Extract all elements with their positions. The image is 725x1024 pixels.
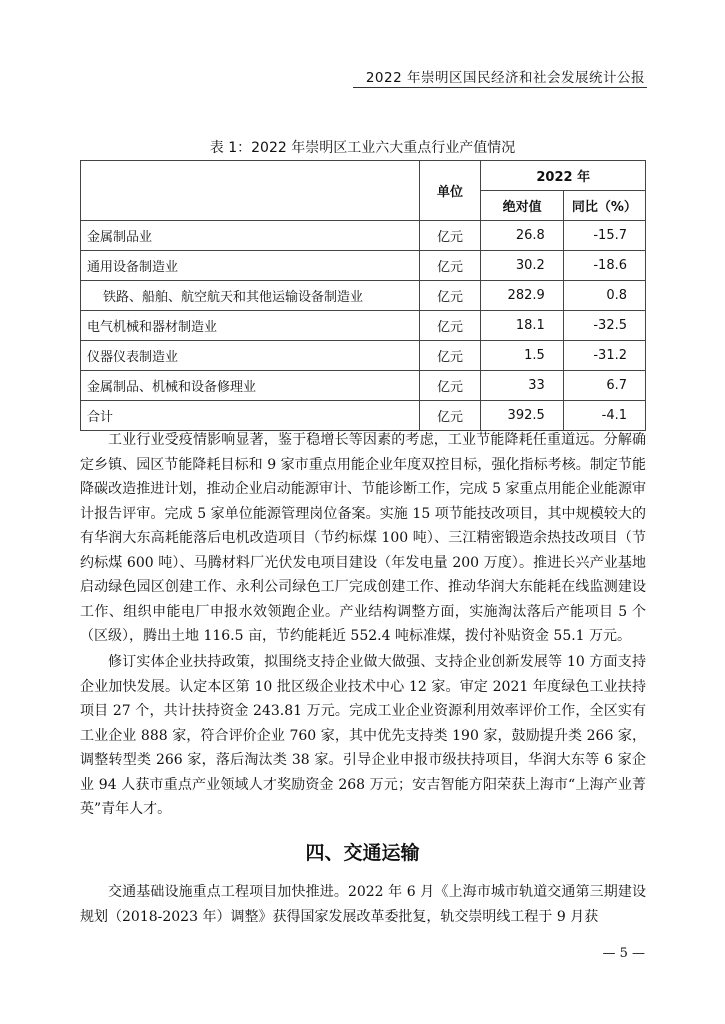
table-header-yoy: 同比（%） (563, 191, 645, 221)
table-row (81, 311, 646, 341)
row-name: 合计 (81, 401, 420, 431)
table-header-year: 2022 年 (481, 161, 646, 191)
row-yoy: -15.7 (563, 221, 645, 251)
section-heading-transport: 四、交通运输 (305, 842, 420, 864)
row-unit: 亿元 (419, 311, 481, 341)
row-yoy: -18.6 (563, 251, 645, 281)
row-name: 金属制品、机械和设备修理业 (81, 371, 420, 401)
row-name: 仪器仪表制造业 (81, 341, 420, 371)
table-row (81, 281, 646, 311)
table-row (81, 221, 646, 251)
paragraph-energy-saving: 工业行业受疫情影响显著，鉴于稳增长等因素的考虑，工业节能降耗任重道远。分解确定乡镇、园区节能降耗目标和 9 家市重点用能企业年度双控目标，强化指标考核。制定节能降碳改造推进计划，推动企业启动能源审计、节能诊断工作，完成 5 家重点用能企业能源审计报告评审。完成 5 家单位能源管理岗位备案。实施 15 项节能技改项目，其中规模较大的有华润大东高耗能落后电机改造项目（节约标煤 100 吨）、三江精密锻造余热技改项目（节约标煤 600 吨）、马腾材料厂光伏发电项目建设（年发电量 200 万度）。推进长兴产业基地启动绿色园区创建工作、永利公司绿色工厂完成创建工作、推动华润大东能耗在线监测建设工作、组织申能电厂申报水效领跑企业。产业结构调整方面，实施淘汰落后产能项目 5 个（区级），腾出土地 116.5 亩，节约能耗近 552.4 吨标准煤，拨付补贴资金 55.1 万元。 (80, 432, 646, 644)
row-absolute: 282.9 (481, 281, 563, 311)
row-name: 金属制品业 (81, 221, 420, 251)
table-row (81, 341, 646, 371)
row-unit: 亿元 (419, 251, 481, 281)
row-absolute: 392.5 (481, 401, 563, 431)
paragraph-enterprise-support: 修订实体企业扶持政策，拟围绕支持企业做大做强、支持企业创新发展等 10 方面支持企业加快发展。认定本区第 10 批区级企业技术中心 12 家。审定 2021 年度绿色工业扶持项目 27 个，共计扶持资金 243.81 万元。完成工业企业资源利用效率评价工作，全区实有工业企业 888 家，符合评价企业 760 家，其中优先支持类 190 家，鼓励提升类 266 家，调整转型类 266 家，落后淘汰类 38 家。引导企业申报市级扶持项目，华润大东等 6 家企业 94 人获市重点产业领域人才奖励资金 268 万元；安吉智能方阳荣获上海市“上海产业菁英”青年人才。 (80, 654, 646, 817)
industry-output-table (80, 160, 646, 431)
row-yoy: 6.7 (563, 371, 645, 401)
row-unit: 亿元 (419, 341, 481, 371)
table-row (81, 371, 646, 401)
row-name: 电气机械和器材制造业 (81, 311, 420, 341)
row-unit: 亿元 (419, 371, 481, 401)
table-caption: 表 1：2022 年崇明区工业六大重点行业产值情况 (209, 140, 516, 156)
paragraph-transport: 交通基础设施重点工程项目加快推进。2022 年 6 月《上海市城市轨道交通第三期建设规划（2018-2023 年）调整》获得国家发展改革委批复，轨交崇明线工程于 9 月获 (80, 884, 646, 925)
table-header-unit: 单位 (419, 161, 481, 221)
table-header-absolute: 绝对值 (481, 191, 563, 221)
header-rule (353, 87, 647, 88)
row-absolute: 30.2 (481, 251, 563, 281)
row-yoy: 0.8 (563, 281, 645, 311)
row-absolute: 18.1 (481, 311, 563, 341)
row-yoy: -4.1 (563, 401, 645, 431)
row-yoy: -32.5 (563, 311, 645, 341)
row-unit: 亿元 (419, 401, 481, 431)
row-name: 通用设备制造业 (81, 251, 420, 281)
row-absolute: 33 (481, 371, 563, 401)
row-unit: 亿元 (419, 221, 481, 251)
row-absolute: 26.8 (481, 221, 563, 251)
table-total-row (81, 401, 646, 431)
page-number: — 5 — (602, 946, 645, 961)
table-row (81, 251, 646, 281)
row-yoy: -31.2 (563, 341, 645, 371)
row-name: 铁路、船舶、航空航天和其他运输设备制造业 (81, 281, 420, 311)
row-unit: 亿元 (419, 281, 481, 311)
row-absolute: 1.5 (481, 341, 563, 371)
table-header-blank (81, 161, 420, 221)
table-header-row (81, 161, 646, 191)
page-header-title: 2022 年崇明区国民经济和社会发展统计公报 (365, 70, 645, 86)
